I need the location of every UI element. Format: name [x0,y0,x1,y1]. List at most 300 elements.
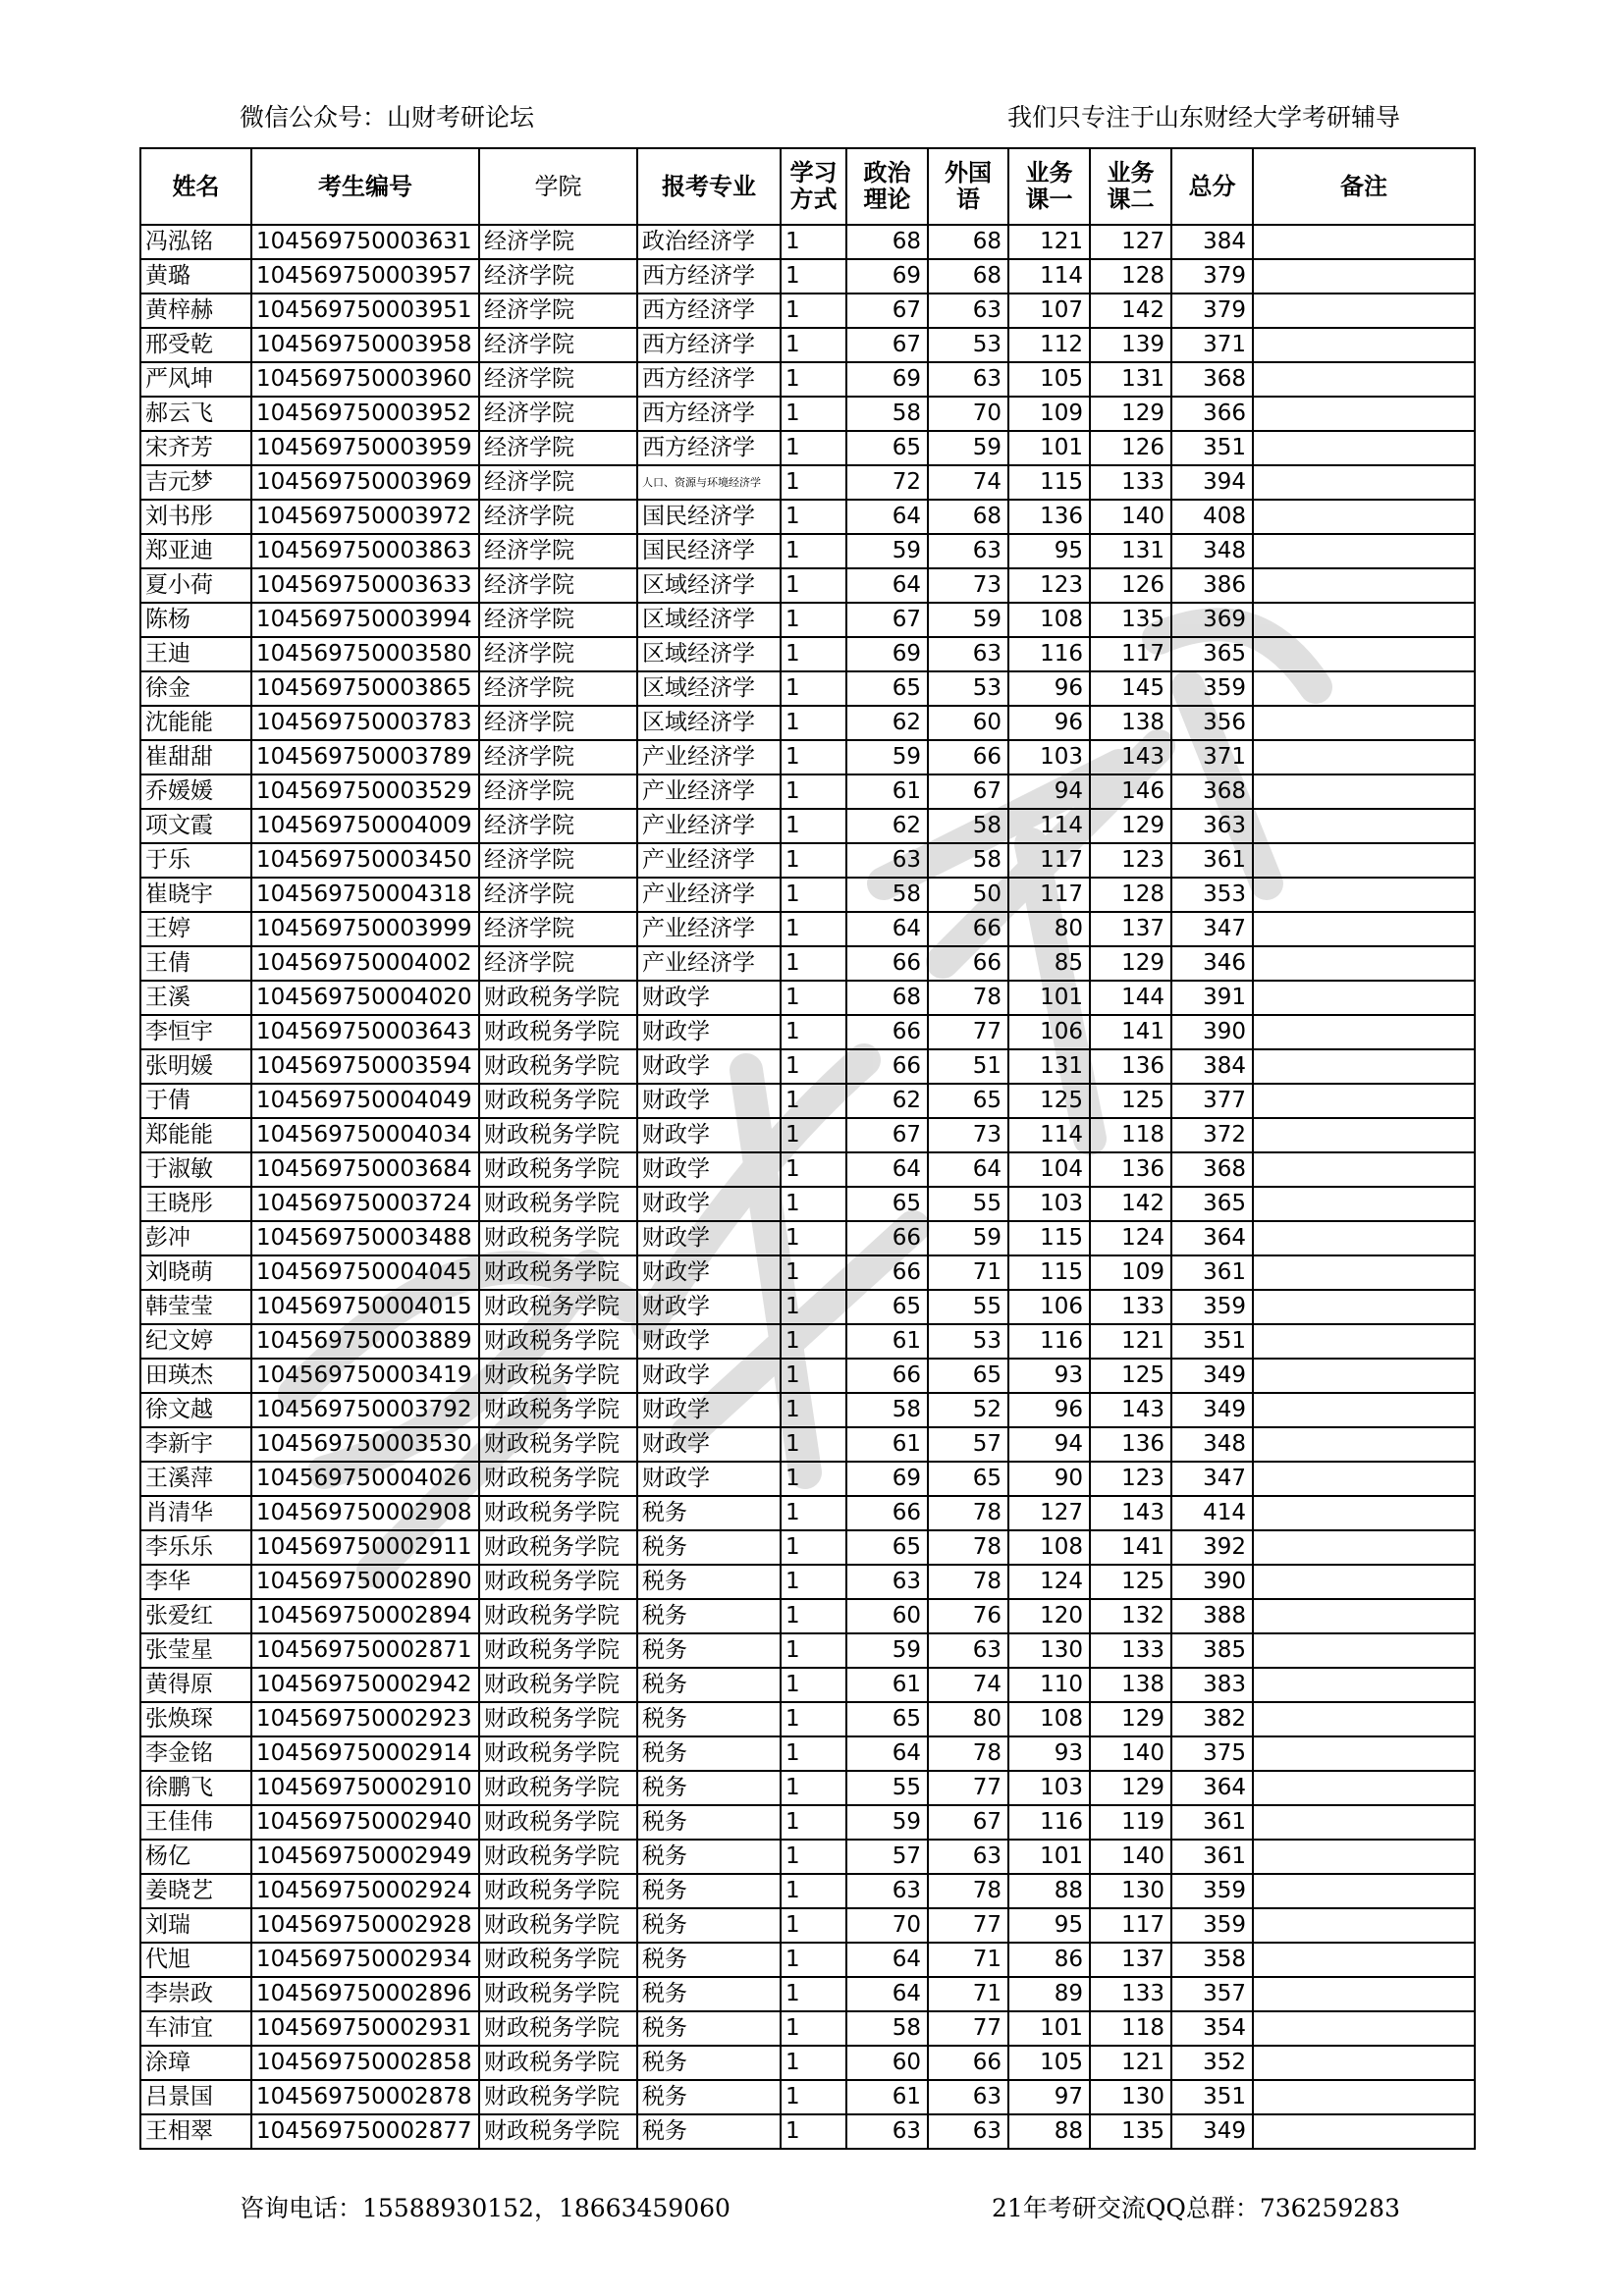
cell-foreign: 68 [928,500,1008,534]
cell-total: 369 [1171,603,1253,637]
cell-course2: 131 [1090,534,1171,568]
cell-name: 崔甜甜 [140,740,251,774]
cell-politics: 60 [846,1599,928,1633]
header-left: 微信公众号：山财考研论坛 [240,103,535,132]
cell-remark [1253,2114,1475,2149]
table-row [140,1187,1475,1221]
cell-college: 财政税务学院 [479,1393,637,1427]
cell-mode: 1 [781,1221,846,1255]
cell-remark [1253,1427,1475,1462]
cell-remark [1253,981,1475,1015]
cell-course1: 85 [1008,946,1090,981]
cell-id: 104569750004009 [251,809,479,843]
cell-course1: 124 [1008,1565,1090,1599]
cell-total: 384 [1171,1049,1253,1084]
cell-mode: 1 [781,2114,846,2149]
cell-politics: 64 [846,912,928,946]
cell-major: 税务 [637,1530,781,1565]
cell-course1: 108 [1008,1702,1090,1736]
cell-course1: 88 [1008,2114,1090,2149]
cell-college: 财政税务学院 [479,2114,637,2149]
cell-remark [1253,603,1475,637]
cell-foreign: 77 [928,1908,1008,1943]
cell-name: 彭冲 [140,1221,251,1255]
cell-remark [1253,1152,1475,1187]
cell-remark [1253,294,1475,328]
cell-course2: 143 [1090,1496,1171,1530]
cell-name: 张焕琛 [140,1702,251,1736]
cell-name: 黄梓赫 [140,294,251,328]
cell-total: 386 [1171,568,1253,603]
cell-course1: 116 [1008,1805,1090,1840]
cell-name: 肖清华 [140,1496,251,1530]
cell-foreign: 65 [928,1084,1008,1118]
cell-politics: 64 [846,1943,928,1977]
table-row [140,2114,1475,2149]
cell-total: 364 [1171,1221,1253,1255]
table-row [140,1049,1475,1084]
cell-mode: 1 [781,534,846,568]
cell-name: 夏小荷 [140,568,251,603]
cell-major: 西方经济学 [637,397,781,431]
cell-foreign: 60 [928,706,1008,740]
cell-id: 104569750002911 [251,1530,479,1565]
cell-major: 区域经济学 [637,637,781,671]
cell-foreign: 73 [928,1118,1008,1152]
table-body [140,225,1475,2149]
table-row [140,1084,1475,1118]
cell-major: 税务 [637,1908,781,1943]
cell-remark [1253,534,1475,568]
col-name-header: 姓名 [140,148,251,225]
col-mode-line1: 学习 [789,159,838,187]
cell-total: 372 [1171,1118,1253,1152]
cell-mode: 1 [781,912,846,946]
col-course2-line1: 业务 [1107,159,1155,187]
cell-id: 104569750003952 [251,397,479,431]
cell-course2: 136 [1090,1427,1171,1462]
table-row [140,637,1475,671]
cell-course2: 143 [1090,1393,1171,1427]
cell-college: 经济学院 [479,362,637,397]
cell-id: 104569750002931 [251,2011,479,2046]
cell-course1: 116 [1008,1324,1090,1359]
cell-total: 371 [1171,740,1253,774]
cell-foreign: 77 [928,1015,1008,1049]
cell-course2: 137 [1090,912,1171,946]
cell-course2: 124 [1090,1221,1171,1255]
cell-id: 104569750002949 [251,1840,479,1874]
cell-course1: 130 [1008,1633,1090,1668]
cell-politics: 67 [846,603,928,637]
cell-politics: 61 [846,1324,928,1359]
cell-name: 徐鹏飞 [140,1771,251,1805]
cell-foreign: 55 [928,1290,1008,1324]
cell-politics: 66 [846,1221,928,1255]
cell-course2: 128 [1090,878,1171,912]
cell-college: 财政税务学院 [479,2046,637,2080]
cell-course1: 127 [1008,1496,1090,1530]
cell-id: 104569750003594 [251,1049,479,1084]
cell-politics: 58 [846,2011,928,2046]
cell-major: 税务 [637,1805,781,1840]
table-row [140,1324,1475,1359]
cell-total: 390 [1171,1015,1253,1049]
cell-course1: 117 [1008,843,1090,878]
cell-foreign: 63 [928,534,1008,568]
table-row [140,397,1475,431]
cell-major: 税务 [637,1702,781,1736]
cell-id: 104569750003684 [251,1152,479,1187]
cell-college: 经济学院 [479,843,637,878]
cell-total: 368 [1171,1152,1253,1187]
table-row [140,1702,1475,1736]
cell-course1: 107 [1008,294,1090,328]
cell-major: 财政学 [637,1359,781,1393]
cell-id: 104569750002923 [251,1702,479,1736]
cell-foreign: 74 [928,1668,1008,1702]
cell-total: 358 [1171,1943,1253,1977]
cell-foreign: 55 [928,1187,1008,1221]
cell-college: 财政税务学院 [479,1427,637,1462]
cell-course2: 145 [1090,671,1171,706]
cell-course2: 141 [1090,1015,1171,1049]
cell-foreign: 67 [928,1805,1008,1840]
cell-major: 财政学 [637,981,781,1015]
cell-foreign: 78 [928,1736,1008,1771]
table-row [140,1462,1475,1496]
cell-foreign: 65 [928,1462,1008,1496]
table-row [140,740,1475,774]
cell-remark [1253,1359,1475,1393]
cell-remark [1253,1977,1475,2011]
cell-major: 国民经济学 [637,500,781,534]
cell-name: 李恒宇 [140,1015,251,1049]
cell-total: 383 [1171,1668,1253,1702]
cell-college: 财政税务学院 [479,2080,637,2114]
cell-politics: 65 [846,671,928,706]
table-row [140,568,1475,603]
col-id-header: 考生编号 [251,148,479,225]
cell-college: 经济学院 [479,534,637,568]
cell-name: 沈能能 [140,706,251,740]
cell-remark [1253,1908,1475,1943]
table-row [140,259,1475,294]
cell-politics: 61 [846,1427,928,1462]
cell-course1: 120 [1008,1599,1090,1633]
cell-name: 郑能能 [140,1118,251,1152]
cell-course1: 86 [1008,1943,1090,1977]
cell-id: 104569750003863 [251,534,479,568]
cell-course1: 89 [1008,1977,1090,2011]
cell-college: 经济学院 [479,603,637,637]
cell-college: 财政税务学院 [479,1771,637,1805]
cell-remark [1253,1462,1475,1496]
cell-id: 104569750002871 [251,1633,479,1668]
cell-course1: 97 [1008,2080,1090,2114]
table-row [140,1943,1475,1977]
cell-course2: 117 [1090,1908,1171,1943]
cell-foreign: 59 [928,431,1008,465]
cell-id: 104569750002924 [251,1874,479,1908]
cell-foreign: 71 [928,1943,1008,1977]
cell-course2: 138 [1090,1668,1171,1702]
cell-name: 严风坤 [140,362,251,397]
cell-id: 104569750003889 [251,1324,479,1359]
cell-college: 经济学院 [479,878,637,912]
cell-foreign: 71 [928,1977,1008,2011]
cell-major: 财政学 [637,1255,781,1290]
cell-course2: 129 [1090,1771,1171,1805]
cell-foreign: 66 [928,946,1008,981]
cell-name: 纪文婷 [140,1324,251,1359]
cell-major: 税务 [637,1771,781,1805]
table-row [140,1565,1475,1599]
cell-politics: 65 [846,1702,928,1736]
cell-id: 104569750003783 [251,706,479,740]
cell-college: 财政税务学院 [479,1084,637,1118]
cell-course2: 121 [1090,1324,1171,1359]
cell-foreign: 63 [928,1840,1008,1874]
cell-politics: 69 [846,637,928,671]
cell-remark [1253,1049,1475,1084]
cell-remark [1253,2011,1475,2046]
cell-mode: 1 [781,1633,846,1668]
cell-remark [1253,1530,1475,1565]
cell-politics: 57 [846,1840,928,1874]
cell-total: 414 [1171,1496,1253,1530]
table-row [140,912,1475,946]
col-course2-header [1090,148,1171,225]
table-row [140,534,1475,568]
cell-foreign: 66 [928,912,1008,946]
cell-mode: 1 [781,328,846,362]
cell-politics: 64 [846,1736,928,1771]
cell-mode: 1 [781,1668,846,1702]
cell-foreign: 80 [928,1702,1008,1736]
cell-name: 黄得原 [140,1668,251,1702]
col-course1-line2: 课一 [1025,186,1073,213]
cell-name: 韩莹莹 [140,1290,251,1324]
cell-course1: 115 [1008,1255,1090,1290]
cell-name: 杨亿 [140,1840,251,1874]
cell-total: 349 [1171,1359,1253,1393]
cell-foreign: 53 [928,328,1008,362]
table-row [140,671,1475,706]
cell-remark [1253,1805,1475,1840]
cell-name: 郑亚迪 [140,534,251,568]
cell-total: 394 [1171,465,1253,500]
cell-politics: 64 [846,500,928,534]
cell-course2: 130 [1090,2080,1171,2114]
cell-remark [1253,1874,1475,1908]
cell-name: 于倩 [140,1084,251,1118]
cell-politics: 59 [846,534,928,568]
cell-course2: 139 [1090,328,1171,362]
cell-foreign: 65 [928,1359,1008,1393]
cell-course2: 143 [1090,740,1171,774]
cell-mode: 1 [781,2011,846,2046]
cell-major: 税务 [637,1840,781,1874]
cell-mode: 1 [781,1565,846,1599]
cell-mode: 1 [781,1084,846,1118]
cell-course2: 140 [1090,500,1171,534]
col-mode-line2: 方式 [789,186,838,213]
cell-name: 王佳伟 [140,1805,251,1840]
cell-major: 税务 [637,1565,781,1599]
cell-id: 104569750002877 [251,2114,479,2149]
cell-course2: 138 [1090,706,1171,740]
cell-mode: 1 [781,843,846,878]
table-header-row [140,148,1475,225]
cell-id: 104569750003958 [251,328,479,362]
cell-id: 104569750003580 [251,637,479,671]
cell-college: 财政税务学院 [479,1805,637,1840]
cell-college: 财政税务学院 [479,1943,637,1977]
col-foreign-header [928,148,1008,225]
cell-mode: 1 [781,809,846,843]
cell-course2: 118 [1090,1118,1171,1152]
cell-course1: 94 [1008,1427,1090,1462]
cell-course2: 133 [1090,1633,1171,1668]
table-row [140,1015,1475,1049]
cell-course1: 112 [1008,328,1090,362]
cell-name: 涂璋 [140,2046,251,2080]
cell-foreign: 63 [928,1633,1008,1668]
cell-college: 财政税务学院 [479,1118,637,1152]
cell-name: 王迪 [140,637,251,671]
cell-course2: 118 [1090,2011,1171,2046]
cell-mode: 1 [781,397,846,431]
cell-name: 李华 [140,1565,251,1599]
cell-total: 353 [1171,878,1253,912]
cell-politics: 68 [846,981,928,1015]
table-row [140,1599,1475,1633]
cell-total: 384 [1171,225,1253,259]
cell-name: 张爱红 [140,1599,251,1633]
cell-course1: 101 [1008,431,1090,465]
cell-name: 代旭 [140,1943,251,1977]
cell-name: 李崇政 [140,1977,251,2011]
cell-total: 348 [1171,1427,1253,1462]
cell-major: 人口、资源与环境经济学 [637,465,781,500]
table-row [140,1668,1475,1702]
cell-name: 于淑敏 [140,1152,251,1187]
cell-name: 陈杨 [140,603,251,637]
cell-name: 王婷 [140,912,251,946]
cell-college: 经济学院 [479,946,637,981]
cell-name: 李新宇 [140,1427,251,1462]
cell-mode: 1 [781,500,846,534]
cell-college: 经济学院 [479,259,637,294]
cell-mode: 1 [781,1118,846,1152]
cell-mode: 1 [781,1359,846,1393]
cell-course1: 94 [1008,774,1090,809]
table-row [140,1633,1475,1668]
cell-course2: 125 [1090,1359,1171,1393]
cell-course1: 105 [1008,2046,1090,2080]
cell-mode: 1 [781,362,846,397]
cell-course1: 103 [1008,1771,1090,1805]
cell-id: 104569750002858 [251,2046,479,2080]
cell-college: 财政税务学院 [479,1290,637,1324]
cell-course2: 136 [1090,1049,1171,1084]
cell-mode: 1 [781,1496,846,1530]
cell-foreign: 59 [928,603,1008,637]
cell-mode: 1 [781,465,846,500]
cell-college: 财政税务学院 [479,1908,637,1943]
cell-major: 国民经济学 [637,534,781,568]
cell-mode: 1 [781,1530,846,1565]
cell-id: 104569750003792 [251,1393,479,1427]
cell-course2: 129 [1090,397,1171,431]
cell-politics: 62 [846,706,928,740]
cell-course2: 133 [1090,1977,1171,2011]
cell-course1: 101 [1008,981,1090,1015]
col-politics-line2: 理论 [863,186,911,213]
cell-politics: 62 [846,809,928,843]
cell-politics: 61 [846,2080,928,2114]
cell-foreign: 50 [928,878,1008,912]
cell-name: 吉元梦 [140,465,251,500]
cell-mode: 1 [781,1462,846,1496]
cell-foreign: 74 [928,465,1008,500]
cell-politics: 66 [846,1255,928,1290]
cell-course1: 121 [1008,225,1090,259]
cell-total: 388 [1171,1599,1253,1633]
cell-total: 385 [1171,1633,1253,1668]
cell-major: 政治经济学 [637,225,781,259]
cell-foreign: 70 [928,397,1008,431]
cell-course2: 144 [1090,981,1171,1015]
table-row [140,774,1475,809]
cell-major: 产业经济学 [637,774,781,809]
cell-college: 经济学院 [479,740,637,774]
cell-major: 税务 [637,1977,781,2011]
cell-politics: 63 [846,2114,928,2149]
cell-name: 刘晓萌 [140,1255,251,1290]
cell-mode: 1 [781,1324,846,1359]
cell-remark [1253,259,1475,294]
cell-id: 104569750003643 [251,1015,479,1049]
cell-name: 李金铭 [140,1736,251,1771]
cell-id: 104569750003957 [251,259,479,294]
cell-remark [1253,1565,1475,1599]
cell-name: 车沛宜 [140,2011,251,2046]
table-row [140,603,1475,637]
cell-major: 财政学 [637,1015,781,1049]
cell-total: 368 [1171,362,1253,397]
cell-remark [1253,1668,1475,1702]
col-course2-line2: 课二 [1107,186,1155,213]
cell-course2: 135 [1090,603,1171,637]
cell-politics: 70 [846,1908,928,1943]
cell-total: 359 [1171,1290,1253,1324]
cell-mode: 1 [781,1187,846,1221]
cell-course1: 131 [1008,1049,1090,1084]
cell-foreign: 78 [928,1565,1008,1599]
cell-mode: 1 [781,568,846,603]
cell-foreign: 68 [928,259,1008,294]
table-row [140,1393,1475,1427]
cell-mode: 1 [781,603,846,637]
cell-foreign: 59 [928,1221,1008,1255]
cell-politics: 64 [846,568,928,603]
cell-mode: 1 [781,294,846,328]
cell-total: 346 [1171,946,1253,981]
cell-total: 365 [1171,1187,1253,1221]
cell-id: 104569750002908 [251,1496,479,1530]
